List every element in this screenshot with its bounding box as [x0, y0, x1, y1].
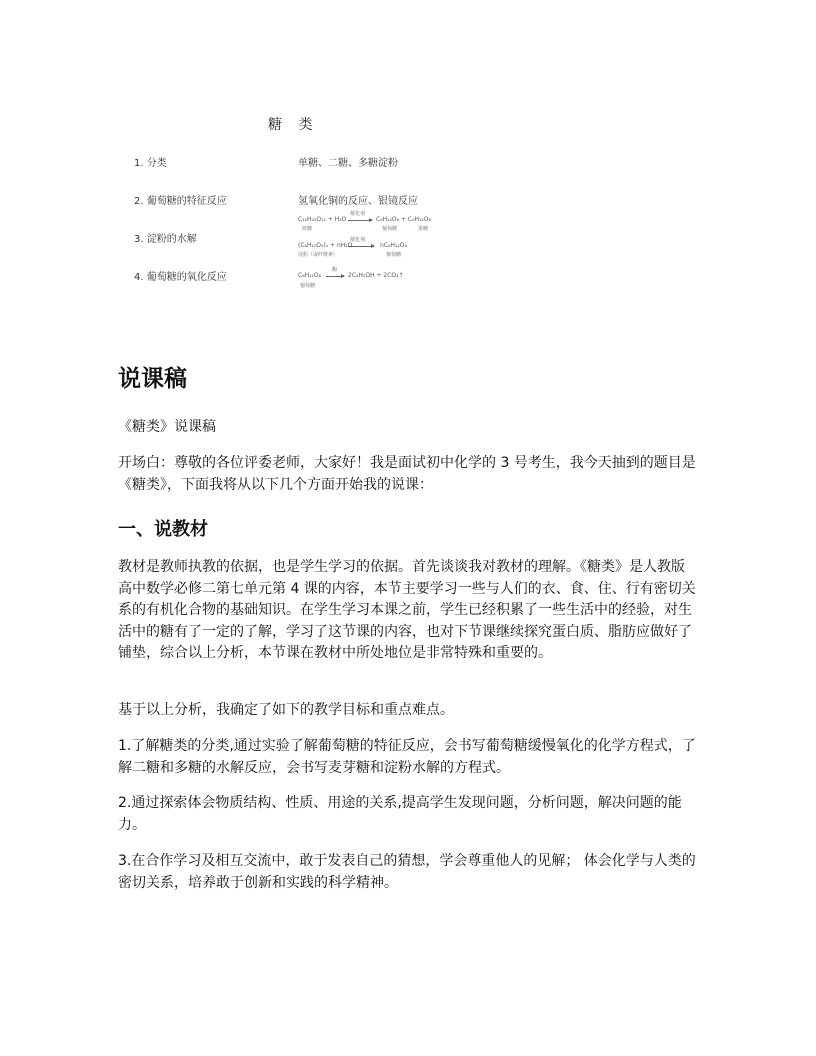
reaction-arrow — [348, 246, 374, 247]
goal-item: 3.在合作学习及相互交流中，敢于发表自己的猜想，学会尊重他人的见解； 体会化学与人类的密切关系，培养敢于创新和实践的科学精神。 — [118, 853, 696, 891]
equation-condition: 催化剂 — [350, 211, 366, 217]
board-row-label: 4. 葡萄糖的氧化反应 — [134, 272, 227, 283]
board-row-value: 氢氧化铜的反应、银镜反应 — [298, 196, 418, 207]
document-subtitle: 《糖类》说课稿 — [118, 419, 216, 435]
teaching-material-block — [118, 557, 698, 665]
intro-paragraph: 开场白：尊敬的各位评委老师，大家好！我是面试初中化学的 3 号考生，我今天抽到的题目是《糖类》，下面我将从以下几个方面开始我的说课： — [118, 455, 696, 493]
equation-name: 葡萄糖 — [300, 283, 316, 289]
board-image — [118, 108, 458, 298]
analysis-block — [118, 700, 698, 722]
body-paragraph: 基于以上分析，我确定了如下的教学目标和重点难点。 — [118, 702, 454, 718]
equation-sucrose-right: C₆H₁₂O₆ + C₆H₁₂O₆ — [376, 216, 431, 223]
page-title: 说课稿 — [118, 366, 187, 392]
equation-starch-right: nC₆H₁₂O₆ — [380, 242, 407, 249]
intro-block — [118, 453, 698, 496]
board-row-label: 2. 葡萄糖的特征反应 — [134, 196, 227, 207]
board-row-value: 单糖、二糖、多糖淀粉 — [298, 158, 398, 169]
board-title: 糖 类 — [268, 117, 319, 133]
equation-oxidation-right: 2C₂H₅OH + 2CO₂↑ — [348, 272, 404, 279]
equation-oxidation-left: C₆H₁₂O₆ — [298, 272, 322, 279]
board-row-label: 3. 淀粉的水解 — [134, 234, 197, 245]
equation-name: 葡萄糖 — [386, 252, 402, 258]
body-paragraph: 教材是教师执教的依据，也是学生学习的依据。首先谈谈我对教材的理解。《糖类》是人教版高中数学必修二第七单元第 4 课的内容，本节主要学习一些与人们的衣、食、住、行有密切关系的有机化合物的基础知识。在学生学习本课之前，学生已经积累了一些生活中的经验，对生活中的糖有了一定的了解，学习了这节课的内容，也对下节课继续探究蛋白质、脂肪应做好了铺垫，综合以上分析，本节课在教材中所处地位是非常特殊和重要的。 — [118, 559, 696, 662]
equation-name: 果糖 — [418, 226, 429, 232]
goal-item: 1.了解糖类的分类,通过实验了解葡萄糖的特征反应，会书写葡萄糖缓慢氧化的化学方程式，了解二糖和多糖的水解反应，会书写麦芽糖和淀粉水解的方程式。 — [118, 738, 696, 776]
goal-item: 2.通过探索体会物质结构、性质、用途的关系,提高学生发现问题，分析问题，解决问题的能力。 — [118, 795, 682, 833]
equation-condition: 酶 — [332, 267, 338, 273]
reaction-arrow — [348, 220, 372, 221]
equation-condition: 催化剂 — [350, 237, 366, 243]
equation-name: 葡萄糖 — [382, 226, 398, 232]
reaction-arrow — [326, 276, 344, 277]
equation-name: 淀粉（或纤维素） — [298, 252, 339, 258]
goal-2 — [118, 793, 698, 836]
section-heading: 一、说教材 — [118, 519, 208, 540]
goal-1 — [118, 736, 698, 779]
board-row-label: 1. 分类 — [134, 158, 167, 169]
equation-name: 蔗糖 — [302, 226, 313, 232]
equation-sucrose-left: C₁₂H₂₂O₁₁ + H₂O — [298, 216, 347, 223]
equation-starch-left: (C₆H₁₀O₅)ₙ + nH₂O — [298, 242, 353, 249]
goal-3 — [118, 851, 698, 894]
